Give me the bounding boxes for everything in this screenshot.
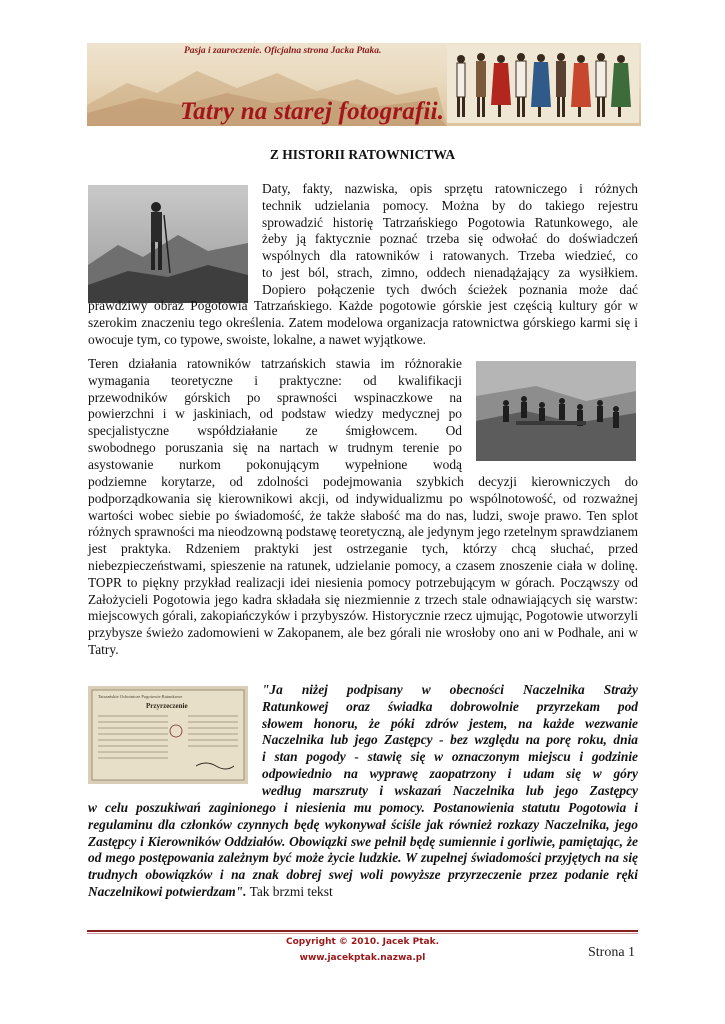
footer-divider — [87, 930, 638, 932]
paragraph-2-wrapped — [88, 356, 462, 474]
text-line: przewodników górskich po sprawności wspinaczkowe na — [88, 389, 462, 405]
folk-figures-illustration — [447, 45, 639, 123]
document-title: Przyrzeczenie — [146, 702, 188, 710]
text-line: wspólnych dla ratowników i ratowanych. Trzeba wiedzieć, co — [262, 248, 638, 264]
text-line: asystowanie nurkom pokonującym wypełnione wodą — [88, 456, 462, 472]
text-line: słowem honoru, że póki zdrów jestem, na każde wezwanie — [262, 715, 638, 731]
text-line: Ratunkowej oraz świadka dobrowolnie przyrzekam pod — [262, 698, 638, 714]
text-line: żeby ją faktycznie poznać trzeba się odwołać do doświadczeń — [262, 231, 638, 247]
text-line: specjalistyczne współdziałanie ze śmigłowcem. Od — [88, 423, 462, 439]
text-line: powierzchni i w jaskiniach, od podstaw wiedzy medycznej po — [88, 406, 462, 422]
text-line: według marszruty i wskazań Naczelnika lub jego Zastępcy — [262, 782, 638, 798]
text-line: to jest ból, strach, zimno, oddech nienadążający za wysiłkiem. — [262, 264, 638, 280]
text-line: Naczelnika lub jego Zastępcy - bez względu na porę roku, dnia — [262, 732, 638, 748]
text-line: sprowadzić historię Tatrzańskiego Pogotowia Ratunkowego, ale — [262, 214, 638, 230]
photo-pledge-document — [88, 686, 248, 784]
paragraph-3-wrapped — [262, 682, 638, 800]
text-line: Daty, fakty, nazwiska, opis sprzętu ratowniczego i różnych — [262, 181, 638, 196]
article-heading: Z HISTORII RATOWNICTWA — [269, 147, 456, 162]
text-line: Dopiero połączenie tych dwóch ścieżek poznania może dać — [262, 281, 638, 297]
paragraph-3-tail: Tak brzmi tekst — [246, 883, 333, 899]
text-line: i stan pogody - stawię się w oznaczonym miejscu i godzinie — [262, 749, 638, 765]
page-number: Strona 1 — [588, 945, 636, 960]
text-line: "Ja niżej podpisany w obecności Naczelnika Straży — [262, 682, 638, 697]
paragraph-1-rest: prawdziwy obraz Pogotowia Tatrzańskiego. Każde pogotowie górskie jest częścią kultury gór w szerokim znaczeniu tego określenia. Zatem modelowa organizacja ratownictwa górskiego karmi się i owocuje tym, co typowe, swoiste, lokalne, a nawet wyjątkowe. — [88, 298, 638, 347]
photo-climber-summit — [88, 185, 248, 303]
banner-title: Tatry na starej fotografii. — [180, 98, 445, 125]
photo-rescuers-slope — [476, 361, 636, 461]
paragraph-3-rest — [88, 800, 638, 901]
text-line: odpowiednio na wyprawę zaopatrzony i udam się w góry — [262, 765, 638, 781]
text-line: technik udzielania pomocy. Można by do takiego rejestru — [262, 197, 638, 213]
site-banner — [87, 43, 641, 126]
text-line: Teren działania ratowników tatrzańskich stawia im różnorakie — [88, 356, 462, 371]
pledge-quote-continuation: w celu poszukiwań zaginionego i niesienia mu pomocy. Postanowienia statutu Pogotowia i regulaminu dla członków czynnych będę wykonywał ściśle jak również rozkazy Naczelnika, jego Zastępcy i Kierowników Oddziałów. Obowiązki swe pełnił będę sumiennie i gorliwie, pamiętając, że od mego postępowania zależnym być może życie ludzkie. W zupełnej świadomości przyjętych na się trudnych obowiązków i na znak dobrej swej woli powyższe przyrzeczenie przez podanie ręki Naczelnikowi potwierdzam". — [88, 800, 638, 899]
banner-tagline: Pasja i zauroczenie. Oficjalna strona Jacka Ptaka. — [184, 46, 382, 56]
document-header: Tatrzańskie Ochotnicze Pogotowie Ratunkowe — [98, 694, 183, 699]
paragraph-2-rest: podziemne korytarze, od zdolności podejmowania szybkich decyzji kierowniczych do podporządkowania się kierownikowi akcji, od indywidualizmu po wspólnotowość, od rozważnej wartości wobec siebie po świadomość, że także słabość ma do nas, ludzi, swoje prawo. Ten splot różnych sprawności ma nieodzowną podstawę teoretyczną, ale jedynym jego rzetelnym sprawdzianem jest praktyka. Rdzeniem praktyki jest ostrzeganie tych, którzy chcą słuchać, przed niebezpieczeństwami, spieszenie na ratunek, udzielanie pomocy, a czasem znoszenie ciała w dolinę. TOPR to piękny przykład realizacji idei niesienia pomocy potrzebującym w górach. Począwszy od Założycieli Pogotowia jego kadra składała się niezmiennie z trzech stale odnawiających się warstw: miejscowych górali, zakopiańczyków i przybyszów. Historycznie rzecz ujmując, Pogotowie utworzyli przybysze świeżo zadomowieni w Zakopanem, ale bez górali nie wrosłoby ono ani w Podhale, ani w Tatry. — [88, 474, 638, 657]
text-line: wymagania teoretyczne i praktyczne: od kwalifikacji — [88, 372, 462, 388]
text-line: swobodnego poruszania się na nartach w trudnym terenie po — [88, 439, 462, 455]
paragraph-1-wrapped — [262, 181, 638, 299]
footer-divider-secondary — [87, 933, 638, 934]
footer-copyright: Copyright © 2010. Jacek Ptak. — [286, 937, 439, 947]
footer-url-link[interactable]: www.jacekptak.nazwa.pl — [299, 953, 426, 963]
